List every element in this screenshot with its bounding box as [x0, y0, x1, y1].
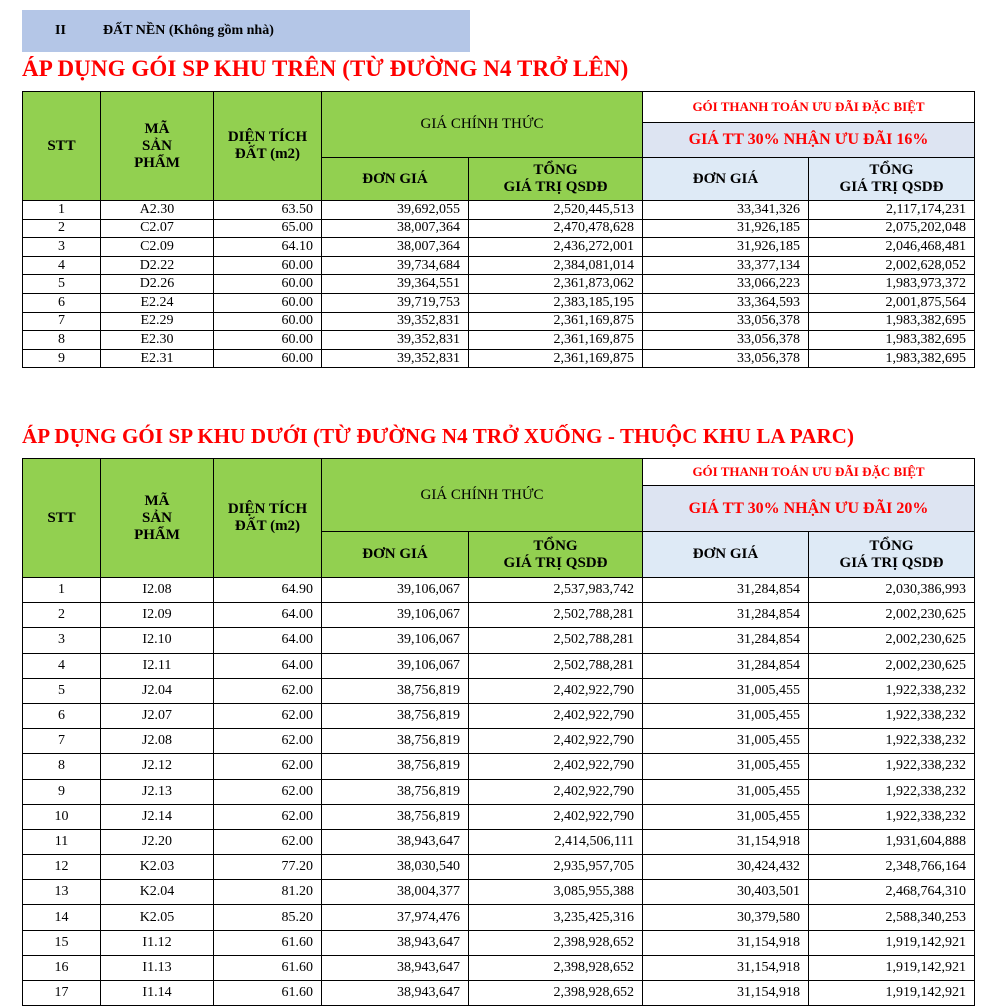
cell-stt: 4 [23, 256, 101, 275]
cell-don-gia: 38,943,647 [322, 930, 469, 955]
cell-ma-san-pham: D2.26 [101, 275, 214, 294]
table-row [23, 201, 975, 220]
cell-dien-tich: 61.60 [214, 930, 322, 955]
cell-ma-san-pham: E2.24 [101, 293, 214, 312]
cell-dien-tich: 60.00 [214, 349, 322, 368]
cell-don-gia: 39,106,067 [322, 653, 469, 678]
table-row [23, 703, 975, 728]
section-label: ĐẤT NỀN (Không gồm nhà) [103, 23, 274, 38]
table-row [23, 603, 975, 628]
cell-tong-gia-tri: 2,384,081,014 [469, 256, 643, 275]
header-tong-gia-tri: TỔNG GIÁ TRỊ QSDĐ [469, 158, 643, 201]
table-row [23, 754, 975, 779]
cell-ma-san-pham: I2.08 [101, 578, 214, 603]
table1-title: ÁP DỤNG GÓI SP KHU TRÊN (TỪ ĐƯỜNG N4 TRỞ LÊN) [22, 56, 629, 81]
cell-promo-don-gia: 31,154,918 [643, 981, 809, 1006]
promo-label: GIÁ TT 30% NHẬN ƯU ĐÃI 20% [643, 486, 975, 532]
price-table-upper [22, 91, 975, 368]
cell-ma-san-pham: J2.14 [101, 804, 214, 829]
cell-stt: 17 [23, 981, 101, 1006]
cell-promo-don-gia: 31,005,455 [643, 703, 809, 728]
cell-promo-don-gia: 31,005,455 [643, 804, 809, 829]
cell-promo-tong-gia-tri: 2,030,386,993 [809, 578, 975, 603]
cell-promo-tong-gia-tri: 1,983,382,695 [809, 312, 975, 331]
cell-dien-tich: 64.10 [214, 238, 322, 257]
cell-stt: 5 [23, 678, 101, 703]
cell-tong-gia-tri: 3,235,425,316 [469, 905, 643, 930]
header-promo-tong-gia-tri: TỔNG GIÁ TRỊ QSDĐ [809, 532, 975, 578]
cell-don-gia: 38,756,819 [322, 804, 469, 829]
cell-promo-tong-gia-tri: 1,919,142,921 [809, 955, 975, 980]
table-row [23, 981, 975, 1006]
cell-ma-san-pham: I1.13 [101, 955, 214, 980]
cell-tong-gia-tri: 2,502,788,281 [469, 628, 643, 653]
cell-tong-gia-tri: 2,383,185,195 [469, 293, 643, 312]
cell-ma-san-pham: J2.08 [101, 729, 214, 754]
table-row [23, 729, 975, 754]
cell-promo-don-gia: 31,154,918 [643, 955, 809, 980]
table2-title: ÁP DỤNG GÓI SP KHU DƯỚI (TỪ ĐƯỜNG N4 TRỞ XUỐNG - THUỘC KHU LA PARC) [22, 424, 855, 448]
header-gia-chinh-thuc: GIÁ CHÍNH THỨC [322, 459, 643, 532]
cell-dien-tich: 64.90 [214, 578, 322, 603]
cell-promo-tong-gia-tri: 2,002,230,625 [809, 653, 975, 678]
cell-don-gia: 39,692,055 [322, 201, 469, 220]
cell-stt: 8 [23, 754, 101, 779]
header-don-gia: ĐƠN GIÁ [322, 532, 469, 578]
cell-stt: 9 [23, 349, 101, 368]
cell-dien-tich: 60.00 [214, 275, 322, 294]
cell-stt: 2 [23, 603, 101, 628]
cell-tong-gia-tri: 2,402,922,790 [469, 754, 643, 779]
cell-don-gia: 39,106,067 [322, 628, 469, 653]
cell-dien-tich: 64.00 [214, 628, 322, 653]
cell-promo-tong-gia-tri: 1,919,142,921 [809, 981, 975, 1006]
cell-promo-don-gia: 33,056,378 [643, 331, 809, 350]
table-row [23, 312, 975, 331]
cell-don-gia: 38,943,647 [322, 981, 469, 1006]
cell-dien-tich: 64.00 [214, 603, 322, 628]
table-row [23, 331, 975, 350]
table-row [23, 256, 975, 275]
cell-stt: 12 [23, 855, 101, 880]
cell-don-gia: 38,030,540 [322, 855, 469, 880]
table-row [23, 628, 975, 653]
cell-stt: 4 [23, 653, 101, 678]
cell-ma-san-pham: J2.13 [101, 779, 214, 804]
table-row [23, 578, 975, 603]
cell-ma-san-pham: E2.30 [101, 331, 214, 350]
table-row [23, 804, 975, 829]
cell-promo-don-gia: 30,403,501 [643, 880, 809, 905]
cell-dien-tich: 85.20 [214, 905, 322, 930]
cell-promo-tong-gia-tri: 1,922,338,232 [809, 804, 975, 829]
cell-ma-san-pham: I1.12 [101, 930, 214, 955]
cell-dien-tich: 63.50 [214, 201, 322, 220]
table-row [23, 238, 975, 257]
cell-promo-don-gia: 30,379,580 [643, 905, 809, 930]
cell-promo-don-gia: 31,926,185 [643, 219, 809, 238]
cell-dien-tich: 62.00 [214, 754, 322, 779]
table-row [23, 930, 975, 955]
table-row [23, 855, 975, 880]
cell-tong-gia-tri: 2,361,169,875 [469, 349, 643, 368]
cell-don-gia: 39,364,551 [322, 275, 469, 294]
cell-dien-tich: 65.00 [214, 219, 322, 238]
cell-promo-tong-gia-tri: 1,922,338,232 [809, 779, 975, 804]
header-stt: STT [23, 459, 101, 578]
cell-stt: 14 [23, 905, 101, 930]
table-row [23, 219, 975, 238]
cell-ma-san-pham: E2.29 [101, 312, 214, 331]
cell-promo-don-gia: 33,056,378 [643, 349, 809, 368]
cell-ma-san-pham: J2.20 [101, 829, 214, 854]
cell-promo-don-gia: 31,926,185 [643, 238, 809, 257]
cell-tong-gia-tri: 2,361,169,875 [469, 312, 643, 331]
cell-stt: 7 [23, 729, 101, 754]
header-dien-tich: DIỆN TÍCH ĐẤT (m2) [214, 459, 322, 578]
cell-tong-gia-tri: 2,470,478,628 [469, 219, 643, 238]
cell-promo-don-gia: 31,284,854 [643, 578, 809, 603]
table-row [23, 275, 975, 294]
cell-tong-gia-tri: 2,402,922,790 [469, 804, 643, 829]
cell-tong-gia-tri: 2,935,957,705 [469, 855, 643, 880]
cell-promo-tong-gia-tri: 2,075,202,048 [809, 219, 975, 238]
cell-stt: 6 [23, 703, 101, 728]
cell-promo-tong-gia-tri: 1,922,338,232 [809, 678, 975, 703]
cell-don-gia: 38,756,819 [322, 729, 469, 754]
cell-dien-tich: 77.20 [214, 855, 322, 880]
cell-ma-san-pham: A2.30 [101, 201, 214, 220]
cell-dien-tich: 81.20 [214, 880, 322, 905]
cell-stt: 15 [23, 930, 101, 955]
cell-promo-don-gia: 33,056,378 [643, 312, 809, 331]
cell-tong-gia-tri: 2,402,922,790 [469, 678, 643, 703]
cell-ma-san-pham: I2.09 [101, 603, 214, 628]
cell-stt: 16 [23, 955, 101, 980]
table-row [23, 293, 975, 312]
cell-don-gia: 39,352,831 [322, 331, 469, 350]
cell-stt: 6 [23, 293, 101, 312]
cell-promo-tong-gia-tri: 1,922,338,232 [809, 729, 975, 754]
cell-promo-don-gia: 31,154,918 [643, 930, 809, 955]
cell-dien-tich: 62.00 [214, 729, 322, 754]
header-gia-chinh-thuc: GIÁ CHÍNH THỨC [322, 92, 643, 158]
cell-stt: 10 [23, 804, 101, 829]
cell-promo-tong-gia-tri: 1,983,382,695 [809, 349, 975, 368]
cell-ma-san-pham: K2.05 [101, 905, 214, 930]
cell-ma-san-pham: C2.07 [101, 219, 214, 238]
cell-dien-tich: 62.00 [214, 829, 322, 854]
cell-promo-tong-gia-tri: 1,931,604,888 [809, 829, 975, 854]
table-row [23, 880, 975, 905]
cell-don-gia: 38,756,819 [322, 703, 469, 728]
section-header [22, 10, 470, 52]
cell-don-gia: 39,352,831 [322, 349, 469, 368]
cell-don-gia: 38,943,647 [322, 955, 469, 980]
section-number: II [55, 23, 66, 38]
cell-stt: 13 [23, 880, 101, 905]
cell-don-gia: 38,007,364 [322, 238, 469, 257]
cell-promo-tong-gia-tri: 1,922,338,232 [809, 754, 975, 779]
cell-tong-gia-tri: 2,402,922,790 [469, 729, 643, 754]
cell-stt: 9 [23, 779, 101, 804]
cell-stt: 3 [23, 238, 101, 257]
cell-ma-san-pham: J2.04 [101, 678, 214, 703]
table-row [23, 678, 975, 703]
cell-don-gia: 39,719,753 [322, 293, 469, 312]
cell-promo-don-gia: 30,424,432 [643, 855, 809, 880]
cell-promo-tong-gia-tri: 1,983,382,695 [809, 331, 975, 350]
table-row [23, 905, 975, 930]
cell-dien-tich: 60.00 [214, 331, 322, 350]
cell-don-gia: 39,352,831 [322, 312, 469, 331]
cell-stt: 8 [23, 331, 101, 350]
header-promo-don-gia: ĐƠN GIÁ [643, 532, 809, 578]
cell-tong-gia-tri: 2,520,445,513 [469, 201, 643, 220]
cell-tong-gia-tri: 2,398,928,652 [469, 981, 643, 1006]
cell-tong-gia-tri: 2,414,506,111 [469, 829, 643, 854]
table-row [23, 955, 975, 980]
cell-promo-tong-gia-tri: 1,919,142,921 [809, 930, 975, 955]
cell-don-gia: 38,756,819 [322, 678, 469, 703]
table-row [23, 779, 975, 804]
cell-don-gia: 38,756,819 [322, 779, 469, 804]
cell-dien-tich: 61.60 [214, 955, 322, 980]
cell-promo-tong-gia-tri: 2,002,628,052 [809, 256, 975, 275]
cell-don-gia: 38,007,364 [322, 219, 469, 238]
cell-promo-tong-gia-tri: 2,468,764,310 [809, 880, 975, 905]
cell-promo-tong-gia-tri: 2,117,174,231 [809, 201, 975, 220]
cell-tong-gia-tri: 2,436,272,001 [469, 238, 643, 257]
cell-promo-don-gia: 33,364,593 [643, 293, 809, 312]
cell-tong-gia-tri: 3,085,955,388 [469, 880, 643, 905]
cell-tong-gia-tri: 2,361,873,062 [469, 275, 643, 294]
header-goi-thanh-toan: GÓI THANH TOÁN ƯU ĐÃI ĐẶC BIỆT [643, 92, 975, 123]
table-row [23, 653, 975, 678]
cell-promo-don-gia: 31,284,854 [643, 603, 809, 628]
header-stt: STT [23, 92, 101, 201]
cell-promo-tong-gia-tri: 2,001,875,564 [809, 293, 975, 312]
cell-promo-don-gia: 31,154,918 [643, 829, 809, 854]
cell-don-gia: 37,974,476 [322, 905, 469, 930]
cell-stt: 5 [23, 275, 101, 294]
price-table-lower [22, 458, 975, 1006]
cell-dien-tich: 62.00 [214, 703, 322, 728]
cell-promo-tong-gia-tri: 2,002,230,625 [809, 628, 975, 653]
cell-tong-gia-tri: 2,502,788,281 [469, 603, 643, 628]
cell-tong-gia-tri: 2,361,169,875 [469, 331, 643, 350]
cell-stt: 1 [23, 201, 101, 220]
cell-promo-don-gia: 33,377,134 [643, 256, 809, 275]
cell-ma-san-pham: I2.11 [101, 653, 214, 678]
cell-promo-don-gia: 31,005,455 [643, 678, 809, 703]
cell-dien-tich: 60.00 [214, 256, 322, 275]
cell-tong-gia-tri: 2,402,922,790 [469, 779, 643, 804]
cell-ma-san-pham: J2.12 [101, 754, 214, 779]
cell-dien-tich: 62.00 [214, 678, 322, 703]
header-dien-tich: DIỆN TÍCH ĐẤT (m2) [214, 92, 322, 201]
cell-tong-gia-tri: 2,502,788,281 [469, 653, 643, 678]
cell-promo-don-gia: 31,005,455 [643, 779, 809, 804]
table-row [23, 829, 975, 854]
cell-stt: 2 [23, 219, 101, 238]
header-ma-san-pham: MÃ SẢN PHẨM [101, 92, 214, 201]
cell-promo-tong-gia-tri: 2,046,468,481 [809, 238, 975, 257]
cell-dien-tich: 62.00 [214, 804, 322, 829]
cell-promo-tong-gia-tri: 2,348,766,164 [809, 855, 975, 880]
cell-ma-san-pham: I1.14 [101, 981, 214, 1006]
cell-ma-san-pham: J2.07 [101, 703, 214, 728]
cell-ma-san-pham: K2.03 [101, 855, 214, 880]
cell-don-gia: 38,756,819 [322, 754, 469, 779]
cell-promo-don-gia: 33,066,223 [643, 275, 809, 294]
cell-tong-gia-tri: 2,402,922,790 [469, 703, 643, 728]
header-tong-gia-tri: TỔNG GIÁ TRỊ QSDĐ [469, 532, 643, 578]
header-goi-thanh-toan: GÓI THANH TOÁN ƯU ĐÃI ĐẶC BIỆT [643, 459, 975, 486]
cell-dien-tich: 60.00 [214, 293, 322, 312]
cell-tong-gia-tri: 2,537,983,742 [469, 578, 643, 603]
cell-promo-tong-gia-tri: 2,002,230,625 [809, 603, 975, 628]
cell-don-gia: 39,106,067 [322, 578, 469, 603]
header-ma-san-pham: MÃ SẢN PHẨM [101, 459, 214, 578]
cell-don-gia: 39,106,067 [322, 603, 469, 628]
cell-ma-san-pham: I2.10 [101, 628, 214, 653]
cell-ma-san-pham: C2.09 [101, 238, 214, 257]
cell-ma-san-pham: K2.04 [101, 880, 214, 905]
cell-promo-don-gia: 31,005,455 [643, 729, 809, 754]
cell-dien-tich: 62.00 [214, 779, 322, 804]
cell-promo-tong-gia-tri: 1,922,338,232 [809, 703, 975, 728]
header-promo-tong-gia-tri: TỔNG GIÁ TRỊ QSDĐ [809, 158, 975, 201]
cell-don-gia: 38,943,647 [322, 829, 469, 854]
promo-label: GIÁ TT 30% NHẬN ƯU ĐÃI 16% [643, 123, 975, 158]
cell-promo-tong-gia-tri: 1,983,973,372 [809, 275, 975, 294]
cell-dien-tich: 64.00 [214, 653, 322, 678]
cell-don-gia: 39,734,684 [322, 256, 469, 275]
header-promo-don-gia: ĐƠN GIÁ [643, 158, 809, 201]
cell-promo-don-gia: 31,284,854 [643, 628, 809, 653]
cell-stt: 11 [23, 829, 101, 854]
table-row [23, 349, 975, 368]
header-don-gia: ĐƠN GIÁ [322, 158, 469, 201]
cell-tong-gia-tri: 2,398,928,652 [469, 955, 643, 980]
cell-promo-don-gia: 31,005,455 [643, 754, 809, 779]
cell-ma-san-pham: D2.22 [101, 256, 214, 275]
cell-stt: 3 [23, 628, 101, 653]
cell-stt: 7 [23, 312, 101, 331]
cell-don-gia: 38,004,377 [322, 880, 469, 905]
cell-stt: 1 [23, 578, 101, 603]
cell-tong-gia-tri: 2,398,928,652 [469, 930, 643, 955]
cell-promo-don-gia: 33,341,326 [643, 201, 809, 220]
cell-promo-tong-gia-tri: 2,588,340,253 [809, 905, 975, 930]
cell-promo-don-gia: 31,284,854 [643, 653, 809, 678]
cell-ma-san-pham: E2.31 [101, 349, 214, 368]
cell-dien-tich: 61.60 [214, 981, 322, 1006]
cell-dien-tich: 60.00 [214, 312, 322, 331]
